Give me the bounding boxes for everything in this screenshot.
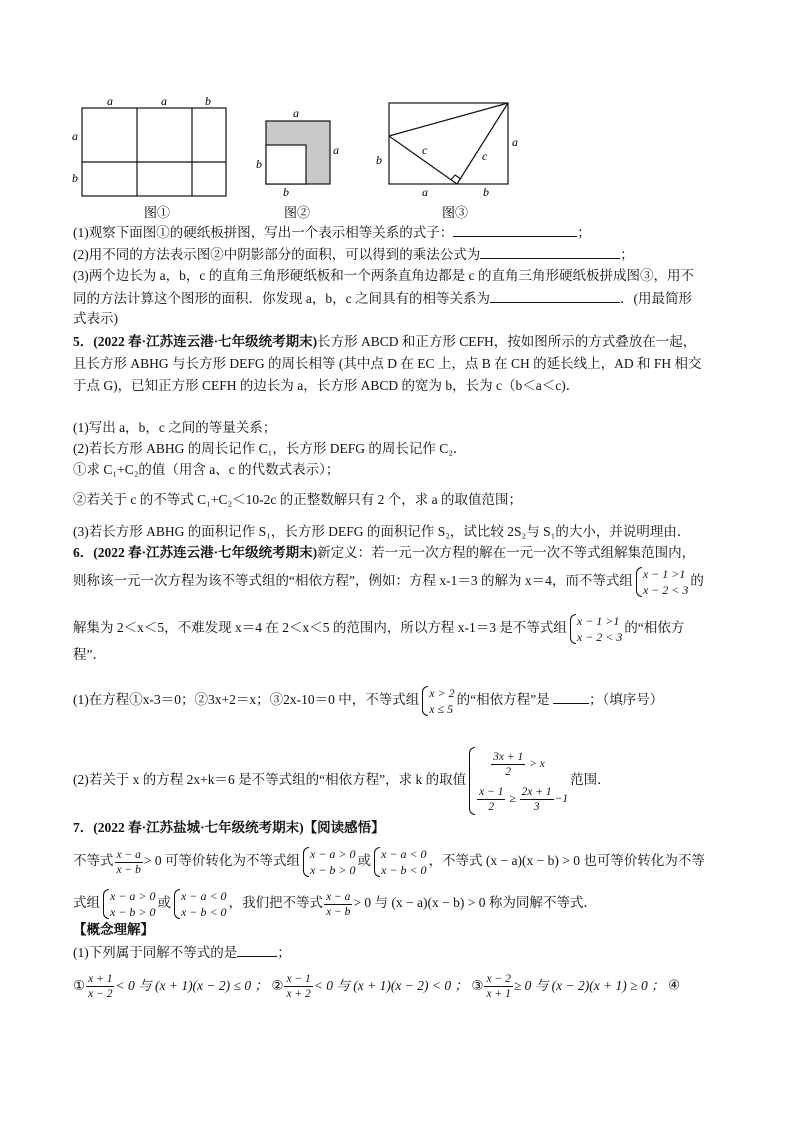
q7-concept-heading: 【概念理解】 xyxy=(73,922,154,937)
q5-intro: 长方形 ABCD 和正方形 CEFH，按如图所示的方式叠放在一起， xyxy=(317,334,697,349)
q5-heading: 5．(2022 春·江苏连云港·七年级统考期末) xyxy=(73,334,318,349)
fig3-label-c2: c xyxy=(482,149,488,163)
q5-part2: (2)若长方形 ABHG 的周长记作 C₁，长方形 DEFG 的周长记作 C₂． xyxy=(73,441,467,456)
q7-option-1-num: x + 1 xyxy=(88,973,113,985)
q7-options xyxy=(73,972,680,1001)
q4-part3-tail: ．(用最简形 xyxy=(619,291,692,306)
q4-part2-text: (2)用不同的方法表示图②中阴影部分的面积，可以得到的乘法公式为 xyxy=(73,247,481,262)
q6-system-b-row1: x > 2 xyxy=(429,686,455,700)
q6-system-c-frac2-num: x − 1 xyxy=(479,786,504,798)
q6-system-c-row2 xyxy=(476,783,568,816)
q4-answer-blank-2[interactable] xyxy=(480,244,620,259)
q7-option-3-mark: ③ xyxy=(471,977,484,993)
q7-heading-line xyxy=(73,818,385,838)
q5-part1: (1)写出 a，b，c 之间的等量关系； xyxy=(73,420,277,435)
q6-part1-text: (1)在方程①x-3＝0；②3x+2＝x；③2x-10＝0 中，不等式组 xyxy=(73,692,420,708)
q6-intro: 新定义：若一元一次方程的解在一元一次不等式组解集范围内， xyxy=(317,545,696,560)
q7-line2 xyxy=(73,888,597,920)
q7-fraction-repeat-den: x − b xyxy=(326,905,351,918)
q6-system-c-rel2: ≥ xyxy=(509,793,516,806)
q6-part1-end: ；（填序号） xyxy=(589,692,664,708)
q7-part1-end: ； xyxy=(277,945,291,960)
q6-system-c-frac3-num: 2x + 1 xyxy=(521,786,552,798)
fig3-caption: 图③ xyxy=(442,205,469,220)
q7-system-2 xyxy=(373,846,427,878)
fig1-label-top-b: b xyxy=(205,94,211,108)
q7-system-2-repeat-row1: x − a < 0 xyxy=(181,889,227,903)
q4-answer-blank-3[interactable] xyxy=(490,288,620,303)
q4-part2-end: ； xyxy=(620,247,634,262)
q4-part2 xyxy=(73,244,634,265)
q6-line3-tail: 的“相依方 xyxy=(624,620,685,636)
q7-system-1-repeat xyxy=(102,888,156,920)
q7-option-2-rest: < 0 与 (x + 1)(x − 2) < 0 ； xyxy=(313,977,468,993)
q5-part2-sub1: ①求 C₁+C₂的值（用含 a、c 的代数式表示）； xyxy=(73,462,340,477)
q7-option-3-frac xyxy=(484,972,512,1001)
q7-option-1-frac xyxy=(86,972,114,1001)
q7-line2-end: > 0 与 (x − a)(x − b) > 0 称为同解不等式． xyxy=(353,895,597,911)
q7-system-1-repeat-row2: x − b > 0 xyxy=(110,905,156,919)
q6-system-a-repeat xyxy=(569,613,623,645)
q4-part1 xyxy=(73,222,591,243)
q7-fraction-num: x − a xyxy=(116,848,141,861)
q6-system-c-frac3-den: 3 xyxy=(533,801,540,813)
q7-system-2-repeat-row2: x − b < 0 xyxy=(181,905,227,919)
q7-system-1-row2: x − b > 0 xyxy=(310,863,356,877)
q5-part3: (3)若长方形 ABHG 的面积记作 S₁，长方形 DEFG 的面积记作 S₂，试比较 2S₂与 S₁的大小，并说明理由． xyxy=(73,524,691,539)
q7-system-2-row2: x − b < 0 xyxy=(381,863,427,877)
q6-line2-text: 则称该一元一次方程为该不等式组的“相依方程”，例如：方程 x-1＝3 的解为 x＝4，而不等式组 xyxy=(73,573,633,589)
q7-option-2-mark: ② xyxy=(271,977,284,993)
q6-system-b xyxy=(421,685,454,717)
q7-fraction-repeat-num: x − a xyxy=(326,890,351,903)
q6-system-c-frac3 xyxy=(520,785,554,814)
q6-system-a-repeat-row2: x − 2 < 3 xyxy=(576,630,623,644)
q7-line1 xyxy=(73,846,705,878)
figure-1 xyxy=(82,108,226,196)
q6-line1 xyxy=(73,543,695,563)
q7-line1-mid: > 0 可等价转化为不等式组 xyxy=(143,853,300,869)
q7-option-2-den: x + 2 xyxy=(286,988,311,1000)
q7-option-2-frac xyxy=(284,972,312,1001)
fig2-caption: 图② xyxy=(284,205,311,220)
q6-system-c-frac1-den: 2 xyxy=(505,766,512,778)
q7-option-1-rest: < 0 与 (x + 1)(x − 2) ≤ 0 ； xyxy=(115,977,268,993)
q7-part1 xyxy=(73,942,291,963)
fig2-label-left-b: b xyxy=(256,157,262,171)
q4-part3-end: 式表示) xyxy=(73,311,118,326)
q7-or-1: 或 xyxy=(357,853,372,869)
q7-fraction-repeat xyxy=(324,890,352,919)
figure-strip xyxy=(60,90,530,222)
q7-option-3-rest: ≥ 0 与 (x − 2)(x + 1) ≥ 0 ； xyxy=(513,977,665,993)
fig3-label-bottom-b: b xyxy=(483,185,489,199)
q6-system-a-repeat-row1: x − 1 >1 xyxy=(576,614,620,628)
q6-system-a-row1: x − 1 >1 xyxy=(642,567,686,581)
q6-line2-tail: 的 xyxy=(690,573,704,589)
q6-line4: 程”． xyxy=(73,647,106,662)
q7-option-2 xyxy=(271,973,468,1000)
fig3-label-right-a: a xyxy=(512,135,518,149)
q7-tag: 【阅读感悟】 xyxy=(303,820,385,835)
q4-part3-cont xyxy=(73,288,692,309)
q4-part1-end: ； xyxy=(577,225,591,240)
q7-line2-mid: ，我们把不等式 xyxy=(228,895,324,911)
fig2-label-bottom-b: b xyxy=(283,185,289,199)
fig1-label-left-b: b xyxy=(72,171,78,185)
q7-system-1-repeat-row1: x − a > 0 xyxy=(110,889,156,903)
q6-system-c-frac2-den: 2 xyxy=(488,801,495,813)
q7-system-1-row1: x − a > 0 xyxy=(310,847,356,861)
q7-option-3-num: x − 2 xyxy=(486,973,511,985)
q6-line3-text: 解集为 2＜x＜5，不难发现 x＝4 在 2＜x＜5 的范围内，所以方程 x-1＝3 是不等式组 xyxy=(73,620,567,636)
q4-answer-blank-1[interactable] xyxy=(453,222,577,237)
figure-2 xyxy=(266,121,330,184)
q6-part2 xyxy=(73,746,611,816)
fig1-label-top-a2: a xyxy=(161,94,167,108)
q6-system-a xyxy=(635,566,689,598)
q7-option-3 xyxy=(471,973,665,1000)
fig2-label-top-a: a xyxy=(293,106,299,120)
q7-option-2-num: x − 1 xyxy=(286,973,311,985)
fig2-label-right-a: a xyxy=(333,143,339,157)
q6-part1 xyxy=(73,685,663,717)
q7-line2-start: 式组 xyxy=(73,895,100,911)
q7-answer-blank[interactable] xyxy=(237,942,277,957)
q7-line1-end: ，不等式 (x − a)(x − b) > 0 也可等价转化为不等 xyxy=(428,853,705,869)
q5-line3: 于点 G)，已知正方形 CEFH 的边长为 a，长方形 ABCD 的宽为 b，长为 c（b＜a＜c)． xyxy=(73,378,580,393)
q6-part1-mid: 的“相依方程”是 xyxy=(456,692,550,708)
q7-fraction xyxy=(115,848,143,877)
fig1-label-top-a1: a xyxy=(107,94,113,108)
q6-heading: 6．(2022 春·江苏连云港·七年级统考期末) xyxy=(73,545,318,560)
q6-line3 xyxy=(73,613,684,645)
q6-system-b-row2: x ≤ 5 xyxy=(429,702,454,716)
q7-line1-start: 不等式 xyxy=(73,853,114,869)
q7-option-1 xyxy=(73,973,268,1000)
fig3-label-c1: c xyxy=(422,143,428,157)
fig1-caption: 图① xyxy=(144,205,171,220)
q6-system-c-tail: −1 xyxy=(554,793,569,806)
q7-option-3-den: x + 1 xyxy=(486,988,511,1000)
q4-part1-text: (1)观察下面图①的硬纸板拼图，写出一个表示相等关系的式子： xyxy=(73,225,454,240)
q7-option-1-den: x − 2 xyxy=(88,988,113,1000)
fig3-label-left-b: b xyxy=(376,153,382,167)
q6-system-c-row1 xyxy=(476,746,568,783)
q7-part1-text: (1)下列属于同解不等式的是 xyxy=(73,945,238,960)
q5-part2-sub2: ②若关于 c 的不等式 C₁+C₂＜10-2c 的正整数解只有 2 个，求 a 的取值范围； xyxy=(73,492,523,507)
q6-system-a-row2: x − 2 < 3 xyxy=(642,583,689,597)
q7-option-1-mark: ① xyxy=(73,977,86,993)
q4-part3-text: 同的方法计算这个图形的面积．你发现 a，b，c 之间具有的相等关系为 xyxy=(73,291,490,306)
q6-system-c-frac1 xyxy=(491,750,525,779)
q5-line1 xyxy=(73,332,696,352)
q6-system-c-frac1-num: 3x + 1 xyxy=(493,751,524,763)
fig1-label-left-a: a xyxy=(72,129,78,143)
q6-part2-text: (2)若关于 x 的方程 2x+k＝6 是不等式组的“相依方程”，求 k 的取值 xyxy=(73,772,467,788)
q6-part2-tail: 范围． xyxy=(570,772,611,788)
q7-heading: 7．(2022 春·江苏盐城·七年级统考期末) xyxy=(73,820,304,835)
q6-system-c-rel1: > x xyxy=(529,758,545,771)
q4-part3: (3)两个边长为 a，b，c 的直角三角形硬纸板和一个两条直角边都是 c 的直角三角形硬纸板拼成图③，用不 xyxy=(73,268,694,283)
q7-or-2: 或 xyxy=(157,895,172,911)
q7-system-2-repeat xyxy=(173,888,227,920)
q7-option-4-mark: ④ xyxy=(667,977,681,993)
q6-system-c-frac2 xyxy=(477,785,505,814)
q6-answer-blank[interactable] xyxy=(553,689,589,704)
q7-system-1 xyxy=(302,846,356,878)
fig3-label-bottom-a: a xyxy=(422,185,428,199)
q7-fraction-den: x − b xyxy=(116,863,141,876)
figure-3 xyxy=(389,103,508,184)
q7-system-2-row1: x − a < 0 xyxy=(381,847,427,861)
q6-system-c xyxy=(468,746,568,816)
q6-line2 xyxy=(73,566,704,598)
q5-line2: 且长方形 ABHG 与长方形 DEFG 的周长相等 (其中点 D 在 EC 上，点 B 在 CH 的延长线上，AD 和 FH 相交 xyxy=(73,356,702,371)
